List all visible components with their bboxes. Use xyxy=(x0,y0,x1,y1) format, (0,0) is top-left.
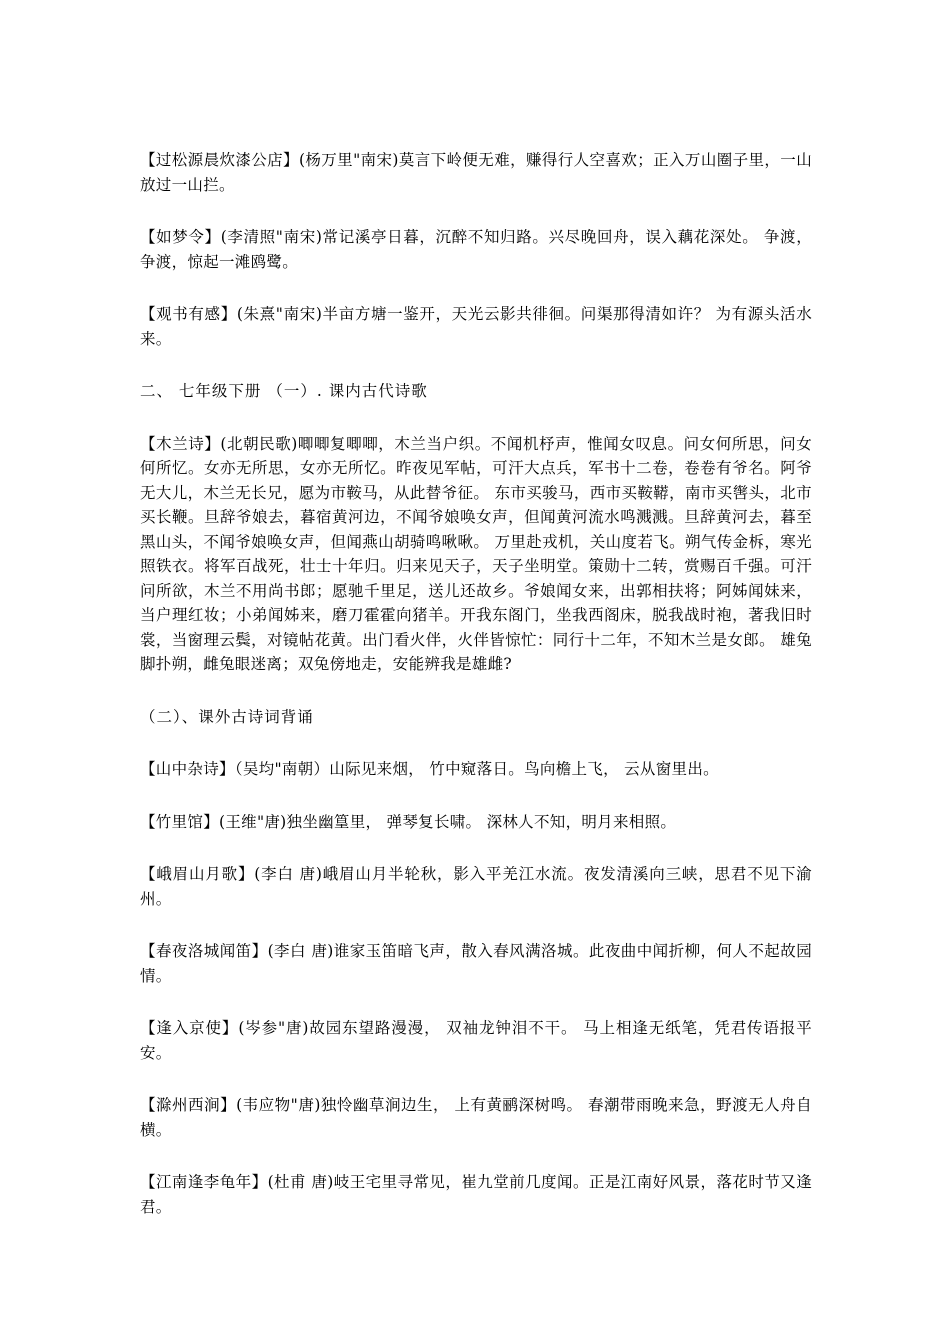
poem-jiangnan-feng-li-guinian: 【江南逢李龟年】(杜甫 唐)岐王宅里寻常见，崔九堂前几度闻。正是江南好风景，落花时节又逢君。 xyxy=(140,1173,812,1216)
document-page xyxy=(140,148,812,1219)
poem-shan-zhong-za-shi: 【山中杂诗】（吴均"南朝）山际见来烟， 竹中窥落日。鸟向檐上飞， 云从窗里出。 xyxy=(140,760,719,778)
section-heading-grade7: 二、 七年级下册 （一）. 课内古代诗歌 xyxy=(140,382,428,400)
poem-feng-ru-jing-shi: 【逢入京使】(岑参"唐)故园东望路漫漫， 双袖龙钟泪不干。 马上相逢无纸笔，凭君传语报平安。 xyxy=(140,1019,812,1062)
poem-ru-meng-ling: 【如梦令】(李清照"南宋)常记溪亭日暮，沉醉不知归路。兴尽晚回舟，误入藕花深处。 争渡，争渡，惊起一滩鸥鹭。 xyxy=(140,228,812,271)
poem-chuzhou-xi-jian: 【滁州西涧】(韦应物"唐)独怜幽草涧边生， 上有黄鹂深树鸣。 春潮带雨晚来急，野渡无人舟自横。 xyxy=(140,1096,812,1139)
poem-chun-ye-luo-cheng-wen-di: 【春夜洛城闻笛】(李白 唐)谁家玉笛暗飞声，散入春风满洛城。此夜曲中闻折柳，何人不起故园情。 xyxy=(140,942,812,985)
poem-guan-shu-you-gan: 【观书有感】(朱熹"南宋)半亩方塘一鉴开，天光云影共徘徊。问渠那得清如许？ 为有源头活水来。 xyxy=(140,305,812,348)
poem-mulan: 【木兰诗】(北朝民歌)唧唧复唧唧，木兰当户织。不闻机杼声，惟闻女叹息。问女何所思，问女何所忆。女亦无所思，女亦无所忆。昨夜见军帖，可汗大点兵，军书十二卷，卷卷有爷名。阿爷无大儿，木兰无长兄，愿为市鞍马，从此替爷征。 东市买骏马，西市买鞍鞯，南市买辔头，北市买长鞭。旦辞爷娘去，暮宿黄河边，不闻爷娘唤女声，但闻黄河流水鸣溅溅。旦辞黄河去，暮至黑山头，不闻爷娘唤女声，但闻燕山胡骑鸣啾啾。 万里赴戎机，关山度若飞。朔气传金柝，寒光照铁衣。将军百战死，壮士十年归。归来见天子，天子坐明堂。策勋十二转，赏赐百千强。可汗问所欲，木兰不用尚书郎；愿驰千里足，送儿还故乡。爷娘闻女来，出郭相扶将；阿姊闻妹来，当户理红妆；小弟闻姊来，磨刀霍霍向猪羊。开我东阁门，坐我西阁床，脱我战时袍，著我旧时裳，当窗理云鬓，对镜帖花黄。出门看火伴，火伴皆惊忙：同行十二年，不知木兰是女郎。 雄兔脚扑朔，雌兔眼迷离；双兔傍地走，安能辨我是雄雌? xyxy=(140,434,812,673)
poem-zhu-li-guan: 【竹里馆】(王维"唐)独坐幽篁里， 弹琴复长啸。 深林人不知，明月来相照。 xyxy=(140,812,677,831)
section-heading-extra-poems: （二）、课外古诗词背诵 xyxy=(140,707,314,726)
poem-emei-shan-yue-ge: 【峨眉山月歌】(李白 唐)峨眉山月半轮秋，影入平羌江水流。夜发清溪向三峡，思君不见下渝州。 xyxy=(140,865,812,908)
poem-guo-song-yuan: 【过松源晨炊漆公店】(杨万里"南宋)莫言下岭便无难，赚得行人空喜欢；正入万山圈子里，一山放过一山拦。 xyxy=(140,151,812,194)
